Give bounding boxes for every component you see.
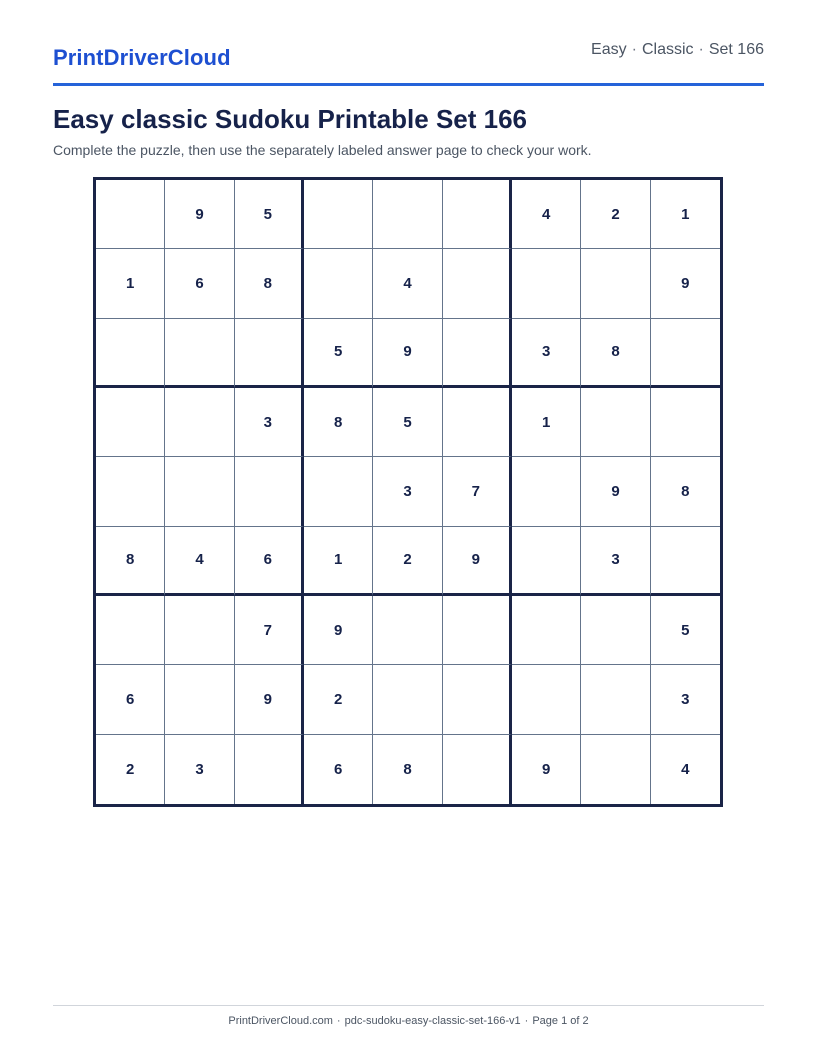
sudoku-cell bbox=[512, 457, 581, 526]
sudoku-cell: 6 bbox=[96, 665, 165, 734]
sudoku-grid bbox=[93, 177, 723, 807]
sudoku-cell bbox=[581, 388, 650, 457]
sudoku-cell: 4 bbox=[512, 180, 581, 249]
sudoku-cell: 1 bbox=[96, 249, 165, 318]
sudoku-cell bbox=[651, 388, 720, 457]
sudoku-cell: 3 bbox=[512, 319, 581, 388]
sudoku-cell: 8 bbox=[651, 457, 720, 526]
sudoku-cell: 1 bbox=[304, 527, 373, 596]
sudoku-cell: 1 bbox=[651, 180, 720, 249]
page-header bbox=[53, 36, 764, 86]
sudoku-cell bbox=[235, 319, 304, 388]
sudoku-cell: 9 bbox=[581, 457, 650, 526]
sudoku-cell: 6 bbox=[304, 735, 373, 804]
brand-logo: PrintDriverCloud bbox=[53, 45, 231, 70]
footer-page-label: Page 1 of 2 bbox=[532, 1015, 589, 1027]
page-subtitle: Complete the puzzle, then use the separately labeled answer page to check your work. bbox=[53, 142, 592, 158]
footer-doc-id: pdc-sudoku-easy-classic-set-166-v1 bbox=[344, 1015, 521, 1027]
sudoku-cell bbox=[443, 388, 512, 457]
sudoku-cell bbox=[581, 735, 650, 804]
sudoku-cell bbox=[165, 388, 234, 457]
sudoku-cell bbox=[96, 457, 165, 526]
sudoku-cell bbox=[304, 457, 373, 526]
crumb-set: Set 166 bbox=[708, 41, 764, 58]
sudoku-cell bbox=[373, 596, 442, 665]
sudoku-cell bbox=[96, 596, 165, 665]
sudoku-cell: 8 bbox=[304, 388, 373, 457]
sudoku-cell bbox=[512, 665, 581, 734]
sudoku-cell bbox=[443, 249, 512, 318]
sudoku-cell: 7 bbox=[443, 457, 512, 526]
sudoku-cell bbox=[235, 735, 304, 804]
sudoku-cell bbox=[581, 596, 650, 665]
crumb-separator: · bbox=[631, 41, 637, 58]
sudoku-cell: 4 bbox=[681, 760, 690, 778]
sudoku-cell: 8 bbox=[235, 249, 304, 318]
page-footer bbox=[53, 1005, 764, 1027]
sudoku-cell: 7 bbox=[235, 596, 304, 665]
footer-site: PrintDriverCloud.com bbox=[228, 1015, 333, 1027]
sudoku-cell bbox=[165, 319, 234, 388]
sudoku-cell: 9 bbox=[651, 249, 720, 318]
breadcrumb bbox=[591, 41, 764, 59]
sudoku-cell: 9 bbox=[235, 665, 304, 734]
sudoku-cell bbox=[304, 180, 373, 249]
sudoku-cell bbox=[96, 319, 165, 388]
sudoku-cell bbox=[512, 249, 581, 318]
sudoku-cell: 9 bbox=[304, 596, 373, 665]
sudoku-cell bbox=[304, 249, 373, 318]
sudoku-cell bbox=[443, 665, 512, 734]
sudoku-cell: 9 bbox=[373, 319, 442, 388]
sudoku-cell bbox=[96, 388, 165, 457]
sudoku-cell: 2 bbox=[581, 180, 650, 249]
sudoku-cell: 3 bbox=[651, 665, 720, 734]
sudoku-cell bbox=[373, 180, 442, 249]
sudoku-cell: 4 bbox=[373, 249, 442, 318]
sudoku-cell: 5 bbox=[373, 388, 442, 457]
sudoku-cell bbox=[581, 249, 650, 318]
sudoku-cell: 9 bbox=[443, 527, 512, 596]
sudoku-cell: 8 bbox=[96, 527, 165, 596]
sudoku-cell bbox=[96, 180, 165, 249]
sudoku-cell bbox=[443, 319, 512, 388]
sudoku-cell bbox=[373, 665, 442, 734]
sudoku-cell bbox=[443, 596, 512, 665]
sudoku-cell bbox=[235, 457, 304, 526]
sudoku-cell bbox=[581, 665, 650, 734]
sudoku-cell bbox=[651, 527, 720, 596]
sudoku-cell bbox=[651, 319, 720, 388]
sudoku-cell: 6 bbox=[235, 527, 304, 596]
page-title: Easy classic Sudoku Printable Set 166 bbox=[53, 104, 528, 134]
sudoku-cell bbox=[512, 596, 581, 665]
sudoku-cell: 3 bbox=[581, 527, 650, 596]
sudoku-cell: 2 bbox=[304, 665, 373, 734]
footer-separator: · bbox=[524, 1015, 529, 1027]
sudoku-cell bbox=[165, 665, 234, 734]
sudoku-cell bbox=[512, 527, 581, 596]
sudoku-cell: 8 bbox=[373, 735, 442, 804]
sudoku-cell: 3 bbox=[235, 388, 304, 457]
sudoku-cell: 3 bbox=[165, 735, 234, 804]
sudoku-cell: 6 bbox=[165, 249, 234, 318]
footer-separator: · bbox=[336, 1015, 341, 1027]
crumb-difficulty: Easy bbox=[591, 41, 627, 58]
sudoku-cell: 5 bbox=[651, 596, 720, 665]
sudoku-cell: 5 bbox=[304, 319, 373, 388]
sudoku-cell: 1 bbox=[512, 388, 581, 457]
sudoku-cell: 8 bbox=[581, 319, 650, 388]
sudoku-cell bbox=[443, 180, 512, 249]
sudoku-cell bbox=[165, 457, 234, 526]
sudoku-cell: 9 bbox=[165, 180, 234, 249]
sudoku-cell: 2 bbox=[96, 735, 165, 804]
sudoku-cell bbox=[165, 596, 234, 665]
crumb-separator: · bbox=[698, 41, 704, 58]
crumb-style: Classic bbox=[641, 41, 694, 58]
sudoku-cell: 5 bbox=[235, 180, 304, 249]
sudoku-cell: 9 bbox=[512, 735, 581, 804]
sudoku-cell: 4 bbox=[165, 527, 234, 596]
sudoku-cell: 3 bbox=[373, 457, 442, 526]
sudoku-cell: 2 bbox=[373, 527, 442, 596]
sudoku-cell bbox=[443, 735, 512, 804]
